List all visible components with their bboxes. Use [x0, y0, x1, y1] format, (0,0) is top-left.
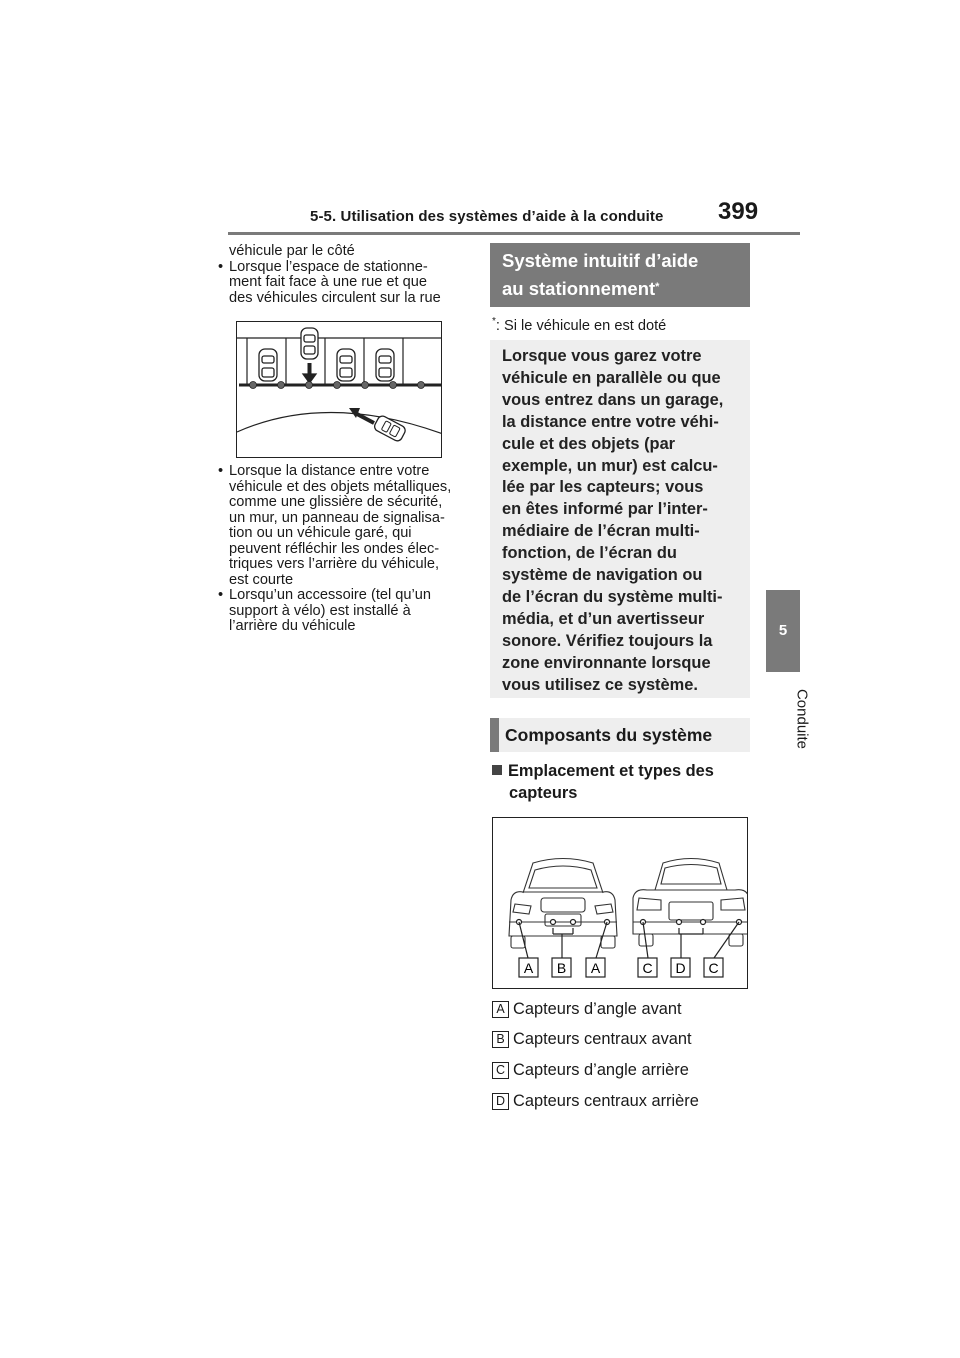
text-line: ment fait face à une rue et que [229, 274, 427, 290]
sensor-location-diagram [492, 817, 748, 989]
legend-key: B [492, 1031, 509, 1048]
summary-line: média, et d’un avertisseur [502, 609, 705, 628]
callout-label: A [590, 960, 601, 976]
legend-key: A [492, 1001, 509, 1018]
legend-text: Capteurs d’angle avant [513, 1000, 682, 1018]
legend-key: C [492, 1062, 509, 1079]
callout-label: A [523, 960, 534, 976]
text-line: tion ou un véhicule garé, qui [229, 525, 412, 541]
car-sensor-svg [493, 818, 748, 989]
summary-line: sonore. Vérifiez toujours la [502, 631, 713, 650]
text-line: l’arrière du véhicule [229, 618, 356, 634]
summary-line: fonction, de l’écran du [502, 544, 677, 563]
continuation-line: véhicule par le côté [229, 243, 355, 259]
bullet-parking-space [214, 260, 474, 307]
summary-box [490, 340, 750, 698]
text-line: • Lorsqu’un accessoire (tel qu’un [229, 587, 431, 603]
chapter-label [792, 684, 812, 754]
summary-line: de l’écran du système multi- [502, 587, 723, 606]
summary-line: véhicule en parallèle ou que [502, 368, 721, 387]
banner-line-2-text: au stationnement [502, 278, 656, 299]
sensor-subheading [492, 760, 750, 804]
summary-line: en êtes informé par l’inter- [502, 500, 708, 519]
callout-label: D [675, 960, 686, 976]
text-line: triques vers l’arrière du véhicule, [229, 556, 440, 572]
banner-line-2 [502, 275, 738, 303]
summary-line: zone environnante lorsque [502, 653, 711, 672]
square-bullet-icon [492, 765, 502, 775]
legend-key: D [492, 1093, 509, 1110]
subheading-line-1: Emplacement et types des [508, 762, 714, 780]
left-column-text [214, 244, 474, 306]
parking-diagram [237, 322, 442, 458]
callout-label: C [642, 960, 653, 976]
bullet-accessory [214, 588, 476, 635]
text-line: support à vélo) est installé à [229, 602, 411, 619]
text-line: véhicule et des objets métalliques, [229, 478, 452, 495]
target-car [301, 328, 318, 383]
subheading-line-2: capteurs [509, 784, 578, 802]
section-banner [490, 243, 750, 307]
summary-line: exemple, un mur) est calcu- [502, 456, 718, 475]
callout-label: B [556, 960, 567, 976]
section-title: 5-5. Utilisation des systèmes d’aide à la conduite [310, 208, 664, 225]
text-line: comme une glissière de sécurité, [229, 494, 443, 510]
footnote [492, 316, 666, 334]
page-number: 399 [718, 198, 759, 225]
components-heading: Composants du système [490, 718, 750, 752]
left-column-bullets [214, 464, 476, 635]
text-line: est courte [229, 571, 294, 588]
footnote-asterisk: * [492, 316, 496, 327]
parking-illustration [236, 321, 442, 458]
footnote-text: : Si le véhicule en est doté [495, 317, 667, 334]
text-line: un mur, un panneau de signalisa- [229, 509, 445, 526]
text-line: • Lorsque l’espace de stationne- [229, 258, 428, 275]
summary-line: Lorsque vous garez votre [502, 347, 702, 365]
legend-item-d [492, 1092, 699, 1111]
text-line: des véhicules circulent sur la rue [229, 289, 441, 306]
parked-cars [259, 349, 394, 381]
legend-text: Capteurs centraux avant [513, 1030, 692, 1048]
text-line: • Lorsque la distance entre votre [229, 463, 430, 479]
legend-item-c [492, 1061, 689, 1080]
summary-line: lée par les capteurs; vous [502, 478, 704, 497]
summary-line: vous entrez dans un garage, [502, 390, 724, 409]
header-divider [228, 232, 800, 235]
bullet-metal-objects [214, 464, 476, 588]
banner-line-1: Système intuitif d’aide [502, 250, 699, 271]
chapter-label-text: Conduite [793, 688, 811, 750]
callout-lines [519, 922, 739, 958]
legend-text: Capteurs centraux arrière [513, 1092, 699, 1110]
summary-line: la distance entre votre véhi- [502, 412, 719, 431]
legend-item-a [492, 1000, 682, 1019]
summary-line: système de navigation ou [502, 566, 703, 585]
summary-line: cule et des objets (par [502, 434, 676, 453]
legend-text: Capteurs d’angle arrière [513, 1061, 689, 1079]
text-line: peuvent réfléchir les ondes élec- [229, 540, 440, 557]
chapter-tab: 5 [766, 590, 800, 672]
footnote-mark: * [655, 281, 660, 293]
legend-item-b [492, 1030, 692, 1049]
moving-car-arrow [349, 408, 407, 443]
callout-label: C [708, 960, 719, 976]
summary-line: médiaire de l’écran multi- [502, 522, 700, 541]
summary-line: vous utilisez ce système. [502, 675, 698, 694]
callout-badges [519, 958, 723, 977]
